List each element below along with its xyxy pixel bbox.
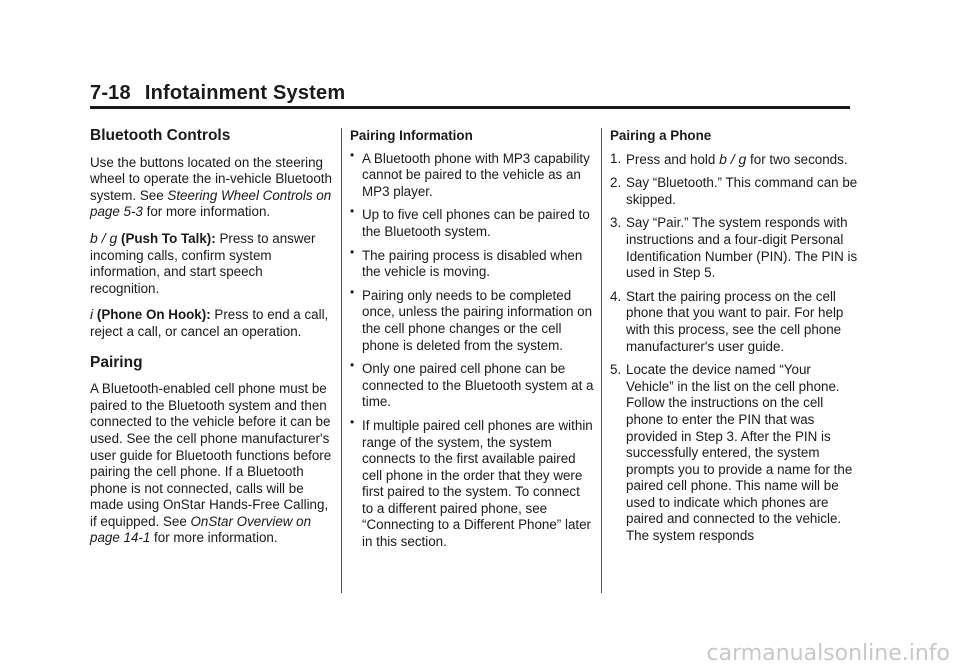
pairing-a-phone-heading: Pairing a Phone: [610, 128, 712, 143]
push-to-talk-description: b / g (Push To Talk): Press to answer incoming calls, confirm system information, and start speech recognition.: [90, 229, 316, 296]
page-header: [90, 82, 850, 105]
pairing-information-list: [350, 151, 594, 551]
pairing-information-heading: Pairing Information: [350, 128, 473, 143]
bluetooth-controls-intro: Use the buttons located on the steering wheel to operate the in-vehicle Bluetooth system. See Steering Wheel Controls on page 5-3 for more information.: [90, 154, 332, 220]
bluetooth-controls-heading: Bluetooth Controls: [90, 127, 231, 144]
list-item: • The pairing process is disabled when the vehicle is moving.: [350, 248, 594, 281]
list-item: 4. Start the pairing process on the cell phone that you want to pair. For help with this process, see the cell phone manufacturer's user guide.: [610, 288, 844, 354]
chapter-title: Infotainment System: [144, 82, 346, 104]
page-title: [90, 82, 850, 105]
pairing-steps-list: [610, 151, 860, 545]
pairing-heading: Pairing: [90, 353, 143, 371]
column-divider-1: [341, 128, 342, 593]
phone-on-hook-description: i (Phone On Hook): Press to end a call, reject a call, or cancel an operation.: [90, 306, 329, 339]
steering-wheel-controls-ref: Steering Wheel Controls on page 5-3: [90, 187, 332, 220]
list-item: 3. Say “Pair.” The system responds with instructions and a four-digit Personal Identification Number (PIN). The PIN is used in Step 5.: [610, 215, 858, 281]
list-item: • If multiple paired cell phones are within range of the system, the system connects to the first available paired cell phone in the order that they were first paired to the system. To connect to a different paired phone, see “Connecting to a Different Phone” later in this section.: [350, 418, 594, 551]
header-rule: [90, 106, 850, 109]
list-item: • Up to five cell phones can be paired to the Bluetooth system.: [350, 207, 594, 240]
page-number: 7-18: [90, 82, 131, 104]
column-2: [350, 128, 594, 558]
push-to-talk-label: (Push To Talk):: [120, 230, 216, 246]
list-item: 5. Locate the device named “Your Vehicle” in the list on the cell phone. Follow the instructions on the cell phone to enter the PIN that was provided in Step 3. After the PIN is successfully entered, the system prompts you to provide a name for the paired cell phone. This name will be used to indicate which phones are paired and connected to the vehicle. The system responds: [610, 362, 853, 544]
phone-on-hook-icon: i: [90, 306, 94, 323]
watermark: carmanualsonline.info: [706, 641, 950, 666]
list-item: 2. Say “Bluetooth.” This command can be skipped.: [610, 175, 858, 207]
push-to-talk-icon: b / g: [719, 150, 747, 167]
push-to-talk-icon: b / g: [90, 229, 118, 246]
onstar-overview-ref: OnStar Overview on page 14-1: [90, 513, 312, 546]
list-item: • Only one paired cell phone can be connected to the Bluetooth system at a time.: [350, 361, 594, 411]
list-item: 1. Press and hold b / g for two seconds.: [610, 150, 848, 167]
column-1: [90, 128, 335, 556]
column-3: [610, 128, 860, 552]
column-divider-2: [601, 128, 602, 593]
list-item: • Pairing only needs to be completed once, unless the pairing information on the cell phone changes or the cell phone is deleted from the system.: [350, 288, 594, 354]
phone-on-hook-label: (Phone On Hook):: [96, 307, 211, 323]
list-item: • A Bluetooth phone with MP3 capability cannot be paired to the vehicle as an MP3 player.: [350, 151, 594, 201]
pairing-description: A Bluetooth-enabled cell phone must be paired to the Bluetooth system and then connected to the vehicle before it can be used. See the cell phone manufacturer's user guide for Bluetooth functions before pairing the cell phone. If a Bluetooth phone is not connected, calls will be made using OnStar Hands-Free Calling, if equipped. See OnStar Overview on page 14-1 for more information.: [90, 381, 332, 546]
